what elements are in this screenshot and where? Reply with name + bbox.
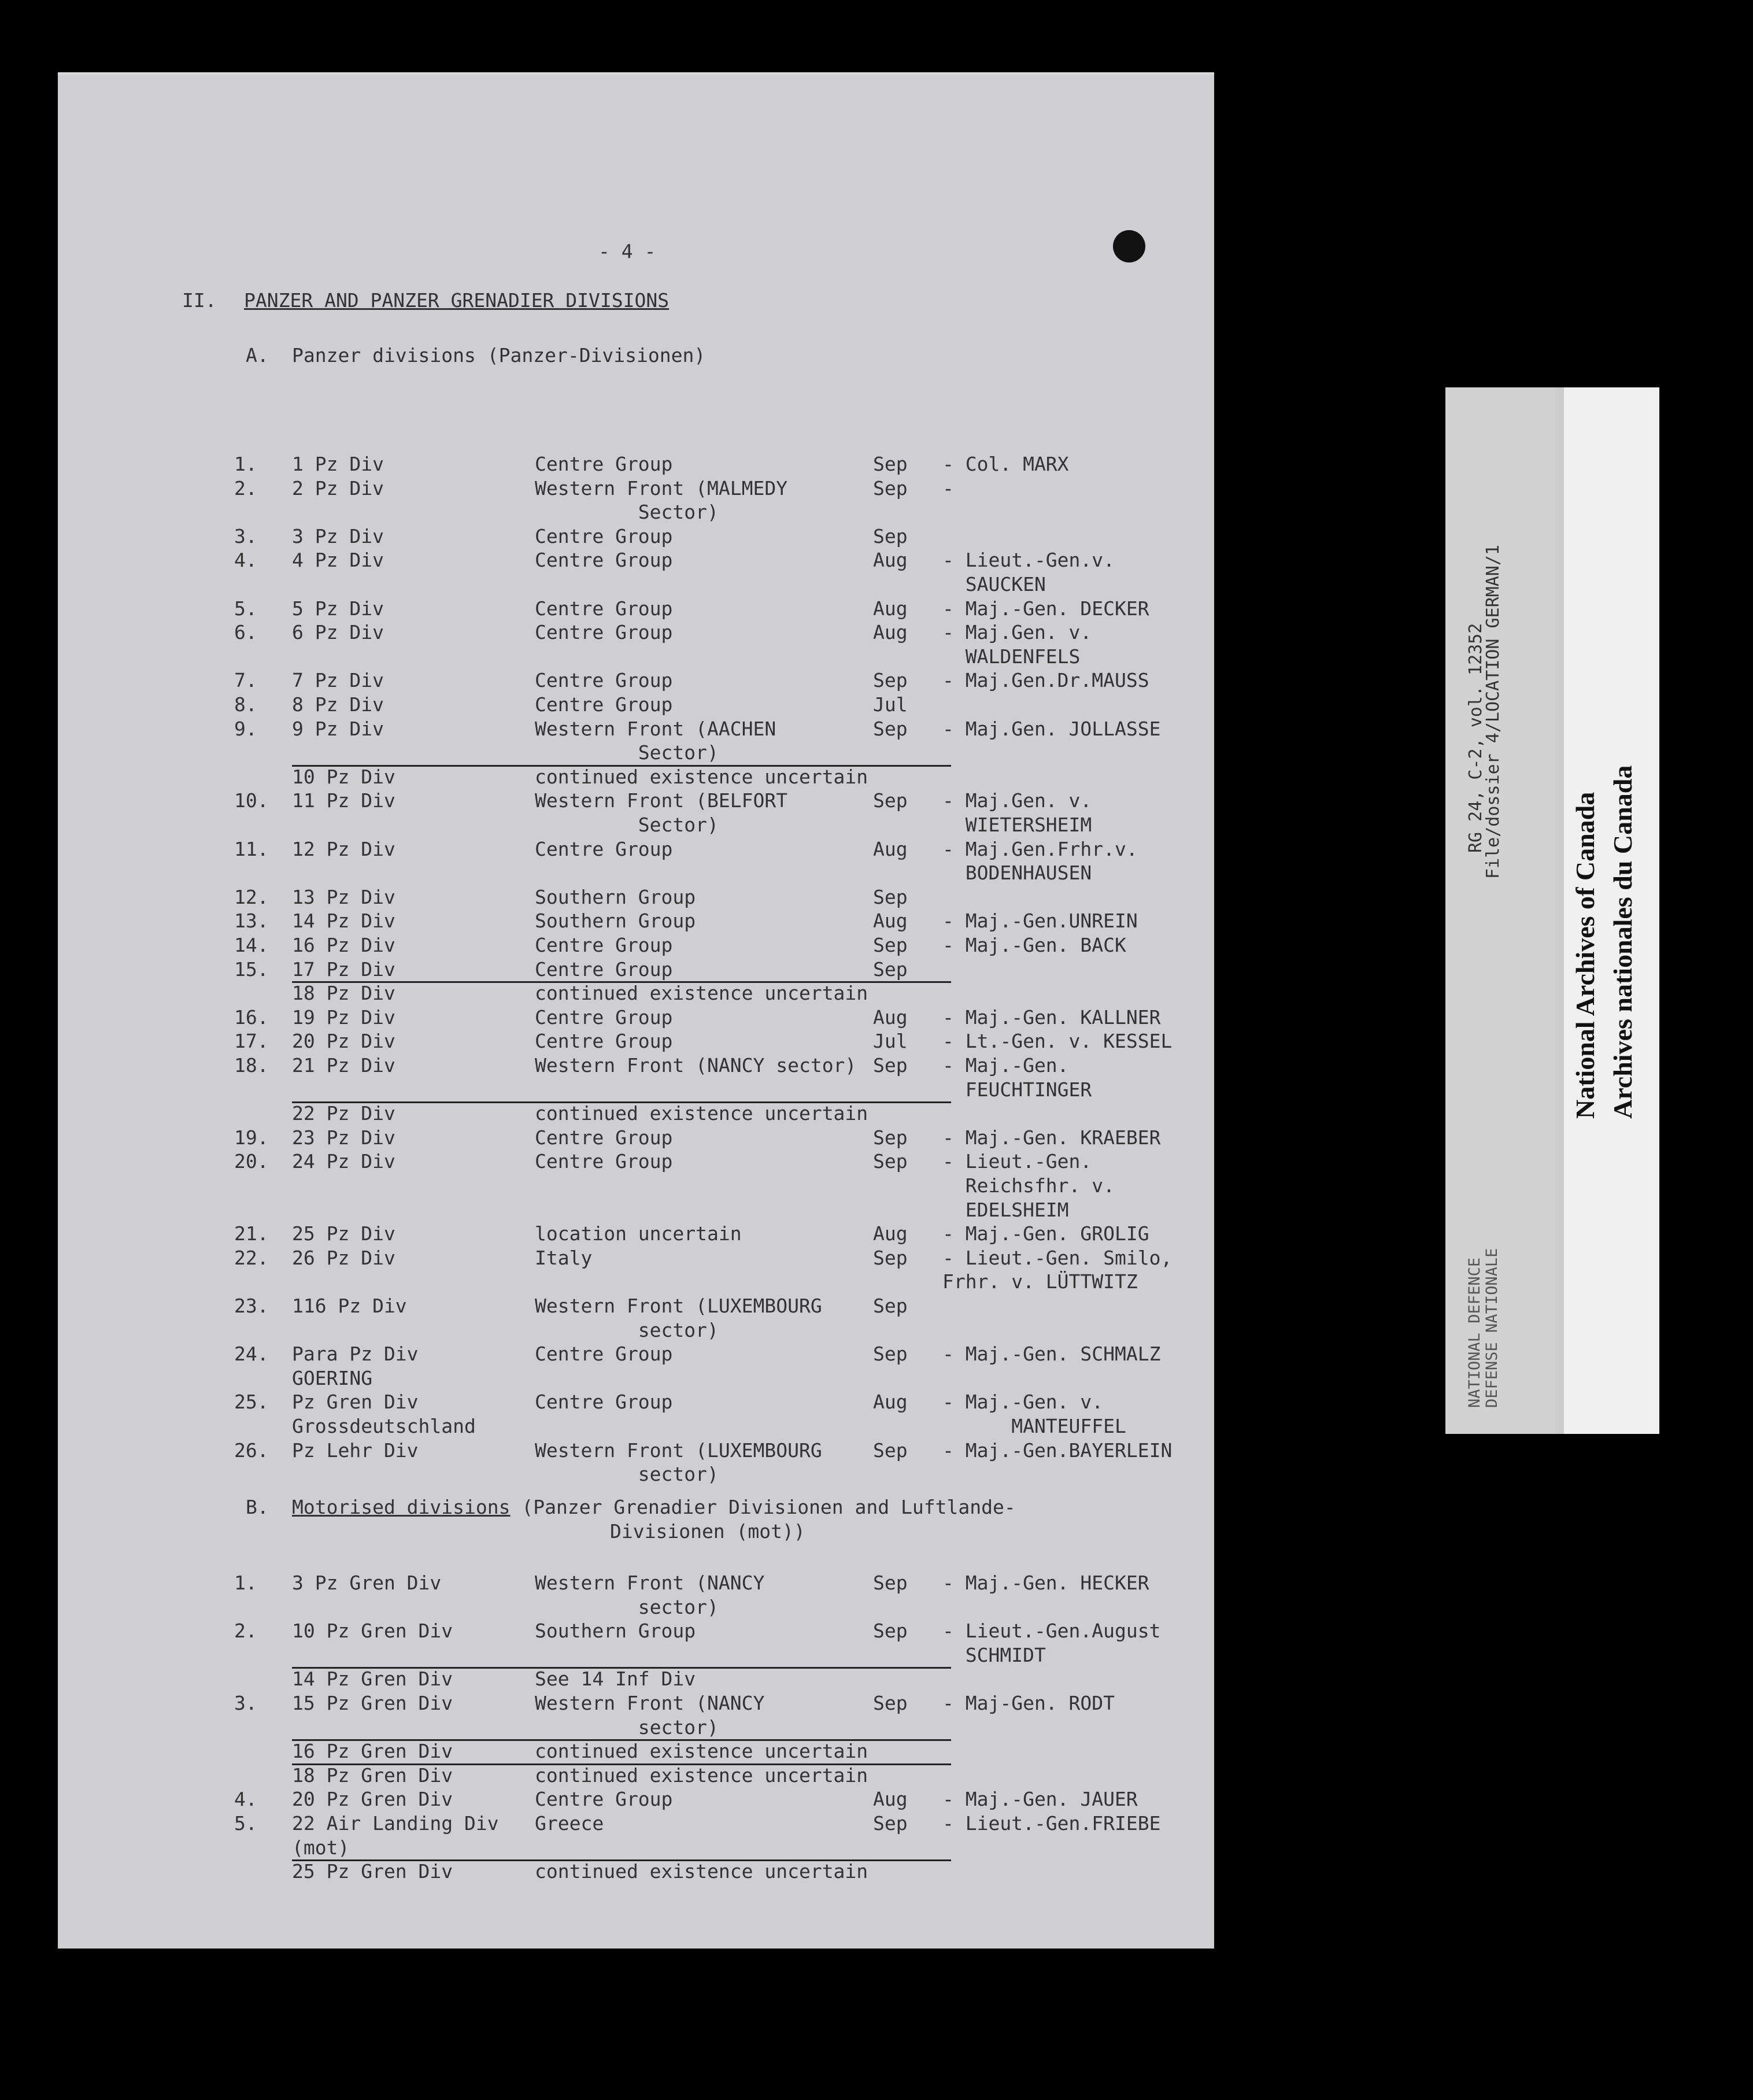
cell-mon: Sep xyxy=(873,1295,908,1317)
cell-num: 9. xyxy=(234,717,257,740)
cell-div: Grossdeutschland xyxy=(292,1415,476,1437)
cell-div: 22 Pz Div xyxy=(292,1102,395,1125)
cell-cmd: - Maj-Gen. RODT xyxy=(942,1692,1115,1714)
cell-num: 12. xyxy=(234,885,269,908)
cell-num: 11. xyxy=(234,837,269,860)
reference-line-1: RG 24, C-2, vol. 12352 xyxy=(1466,623,1486,853)
cell-num: 2. xyxy=(234,1620,257,1643)
section-number: II. xyxy=(182,289,217,312)
cell-div: 17 Pz Div xyxy=(292,957,395,981)
cell-loc: sector) xyxy=(535,1595,719,1618)
cell-cmd: FEUCHTINGER xyxy=(942,1078,1092,1101)
cell-loc: Western Front (LUXEMBOURG xyxy=(535,1439,822,1462)
archive-name-en: National Archives of Canada xyxy=(1570,792,1600,1119)
cell-num: 1. xyxy=(234,1572,257,1594)
cell-loc: Western Front (AACHEN xyxy=(535,717,776,740)
cell-mon: Sep xyxy=(873,1692,908,1714)
cell-loc: Sector) xyxy=(535,501,719,524)
cell-loc: Centre Group xyxy=(535,1343,673,1366)
cell-div: 8 Pz Div xyxy=(292,693,384,716)
cell-num: 24. xyxy=(234,1343,269,1366)
cell-loc: Centre Group xyxy=(535,1391,673,1414)
cell-div: 16 Pz Gren Div xyxy=(292,1740,453,1763)
cell-num: 8. xyxy=(234,693,257,716)
cell-mon: Sep xyxy=(873,934,908,956)
cell-num: 17. xyxy=(234,1030,269,1053)
cell-div: (mot) xyxy=(292,1836,350,1859)
cell-loc: Centre Group xyxy=(535,1788,673,1811)
cell-div: 10 Pz Gren Div xyxy=(292,1620,453,1643)
cell-cmd: - Maj.Gen. JOLLASSE xyxy=(942,717,1161,740)
cell-loc: Centre Group xyxy=(535,669,673,692)
cell-mon: Aug xyxy=(873,597,908,620)
cell-num: 2. xyxy=(234,476,257,500)
cell-div: 21 Pz Div xyxy=(292,1054,395,1077)
cell-mon: Sep xyxy=(873,1054,908,1077)
cell-cmd: - Maj.-Gen. GROLIG xyxy=(942,1222,1149,1245)
cell-loc: Centre Group xyxy=(535,934,673,956)
cell-cmd: WALDENFELS xyxy=(942,645,1081,668)
cell-div: 6 Pz Div xyxy=(292,621,384,644)
cell-cmd: - Maj.-Gen. BACK xyxy=(942,934,1126,956)
cell-cmd: - Lieut.-Gen.FRIEBE xyxy=(942,1812,1161,1835)
cell-loc: continued existence uncertain xyxy=(535,1860,868,1883)
cell-cmd: SCHMIDT xyxy=(942,1643,1046,1666)
cell-div: 116 Pz Div xyxy=(292,1295,407,1317)
cell-div: 5 Pz Div xyxy=(292,597,384,620)
cell-loc: Centre Group xyxy=(535,1030,673,1053)
cell-cmd: - Maj.Gen.Dr.MAUSS xyxy=(942,669,1149,692)
cell-cmd: - Maj.Gen. v. xyxy=(942,621,1092,644)
cell-div: 15 Pz Gren Div xyxy=(292,1692,453,1714)
cell-div: 9 Pz Div xyxy=(292,717,384,740)
cell-num: 21. xyxy=(234,1222,269,1245)
cell-div: 26 Pz Div xyxy=(292,1246,395,1269)
cell-div: 25 Pz Div xyxy=(292,1222,395,1245)
cell-cmd: BODENHAUSEN xyxy=(942,862,1092,885)
cell-div: 20 Pz Div xyxy=(292,1030,395,1053)
cell-loc: Southern Group xyxy=(535,1620,696,1643)
cell-mon: Sep xyxy=(873,1572,908,1594)
cell-loc: continued existence uncertain xyxy=(535,982,868,1005)
cell-loc: Centre Group xyxy=(535,597,673,620)
cell-loc: sector) xyxy=(535,1463,719,1486)
cell-div: 13 Pz Div xyxy=(292,885,395,908)
cell-mon: Aug xyxy=(873,909,908,933)
cell-num: 6. xyxy=(234,621,257,644)
cell-div: 19 Pz Div xyxy=(292,1005,395,1029)
section-title: PANZER AND PANZER GRENADIER DIVISIONS xyxy=(244,289,670,312)
cell-num: 5. xyxy=(234,597,257,620)
cell-loc: Centre Group xyxy=(535,621,673,644)
cell-num: 4. xyxy=(234,1788,257,1811)
cell-loc: Centre Group xyxy=(535,837,673,860)
table-row xyxy=(292,1667,951,1691)
cell-div: 10 Pz Div xyxy=(292,765,395,788)
cell-num: 23. xyxy=(234,1295,269,1317)
cell-mon: Sep xyxy=(873,885,908,908)
cell-div: 18 Pz Div xyxy=(292,982,395,1005)
cell-mon: Sep xyxy=(873,717,908,740)
cell-mon: Sep xyxy=(873,476,908,500)
cell-div: 18 Pz Gren Div xyxy=(292,1763,453,1787)
cell-loc: Centre Group xyxy=(535,549,673,572)
cell-num: 5. xyxy=(234,1812,257,1835)
cell-loc: Centre Group xyxy=(535,453,673,475)
cell-div: 22 Air Landing Div xyxy=(292,1812,499,1835)
cell-div: 16 Pz Div xyxy=(292,934,395,956)
cell-cmd: - Lieut.-Gen. Smilo, xyxy=(942,1246,1173,1269)
table-row xyxy=(292,1739,951,1763)
cell-mon: Sep xyxy=(873,1620,908,1643)
cell-cmd: - Maj.-Gen. xyxy=(942,1054,1069,1077)
reference-line-2: File/dossier 4/LOCATION GERMAN/1 xyxy=(1483,545,1503,879)
subsection-b-letter: B. xyxy=(246,1496,269,1518)
cell-cmd: - Col. MARX xyxy=(942,453,1069,475)
cell-cmd: - Maj.-Gen. DECKER xyxy=(942,597,1149,620)
cell-mon: Aug xyxy=(873,621,908,644)
cell-num: 7. xyxy=(234,669,257,692)
cell-loc: Centre Group xyxy=(535,1005,673,1029)
cell-loc: Centre Group xyxy=(535,957,673,981)
table-row xyxy=(292,1763,951,1787)
cell-div: Para Pz Div xyxy=(292,1343,419,1366)
cell-div: 25 Pz Gren Div xyxy=(292,1860,453,1883)
cell-num: 26. xyxy=(234,1439,269,1462)
cell-num: 25. xyxy=(234,1391,269,1414)
cell-loc: continued existence uncertain xyxy=(535,765,868,788)
cell-div: 23 Pz Div xyxy=(292,1126,395,1149)
cell-loc: Western Front (NANCY sector) xyxy=(535,1054,857,1077)
cell-num: 3. xyxy=(234,524,257,548)
cell-mon: Aug xyxy=(873,1222,908,1245)
archive-name-fr: Archives nationales du Canada xyxy=(1608,765,1637,1119)
cell-div: Pz Lehr Div xyxy=(292,1439,419,1462)
cell-div: 20 Pz Gren Div xyxy=(292,1788,453,1811)
page-number: - 4 - xyxy=(598,240,656,262)
cell-loc: continued existence uncertain xyxy=(535,1102,868,1125)
cell-num: 3. xyxy=(234,1692,257,1714)
cell-loc: Western Front (MALMEDY xyxy=(535,476,788,500)
subsection-b-title-rest: (Panzer Grenadier Divisionen and Luftlande- xyxy=(522,1496,1016,1518)
cell-num: 1. xyxy=(234,453,257,475)
table-row xyxy=(292,981,951,1005)
subsection-b-title-main: Motorised divisions xyxy=(292,1496,511,1518)
cell-cmd: MANTEUFFEL xyxy=(942,1415,1126,1437)
cell-cmd: - Maj.-Gen. KALLNER xyxy=(942,1005,1161,1029)
cell-loc: Centre Group xyxy=(535,693,673,716)
cell-loc: continued existence uncertain xyxy=(535,1763,868,1787)
cell-num: 22. xyxy=(234,1246,269,1269)
cell-mon: Sep xyxy=(873,789,908,812)
cell-cmd: - Lieut.-Gen.v. xyxy=(942,549,1115,572)
cell-cmd: SAUCKEN xyxy=(942,573,1046,596)
cell-num: 10. xyxy=(234,789,269,812)
cell-loc: Italy xyxy=(535,1246,593,1269)
cell-cmd: - Maj.Gen.Frhr.v. xyxy=(942,837,1138,860)
cell-loc: Sector) xyxy=(535,814,719,836)
table-row xyxy=(292,1101,951,1125)
cell-cmd: - xyxy=(942,476,954,500)
cell-mon: Sep xyxy=(873,1126,908,1149)
cell-mon: Sep xyxy=(873,1246,908,1269)
cell-num: 19. xyxy=(234,1126,269,1149)
punch-hole xyxy=(1113,230,1145,262)
cell-div: 14 Pz Gren Div xyxy=(292,1668,453,1691)
cell-cmd: Frhr. v. LÜTTWITZ xyxy=(942,1270,1138,1293)
cell-cmd: - Lt.-Gen. v. KESSEL xyxy=(942,1030,1173,1053)
cell-cmd: - Maj.-Gen. SCHMALZ xyxy=(942,1343,1161,1366)
cell-num: 4. xyxy=(234,549,257,572)
cell-num: 18. xyxy=(234,1054,269,1077)
cell-cmd: - Maj.-Gen.BAYERLEIN xyxy=(942,1439,1173,1462)
cell-num: 16. xyxy=(234,1005,269,1029)
cell-div: 24 Pz Div xyxy=(292,1150,395,1173)
table-row xyxy=(292,1859,951,1883)
cell-cmd: - Maj.-Gen.UNREIN xyxy=(942,909,1138,933)
national-defence-fr: DEFENSE NATIONALE xyxy=(1483,1248,1501,1408)
table-row xyxy=(292,765,951,788)
cell-loc: Centre Group xyxy=(535,1150,673,1173)
cell-div: 14 Pz Div xyxy=(292,909,395,933)
cell-cmd: - Lieut.-Gen. xyxy=(942,1150,1092,1173)
cell-mon: Sep xyxy=(873,669,908,692)
cell-loc: See 14 Inf Div xyxy=(535,1668,696,1691)
cell-cmd: - Maj.Gen. v. xyxy=(942,789,1092,812)
cell-cmd: - Maj.-Gen. JAUER xyxy=(942,1788,1138,1811)
cell-mon: Jul xyxy=(873,1030,908,1053)
cell-cmd: Reichsfhr. v. xyxy=(942,1174,1115,1197)
cell-div: 3 Pz Div xyxy=(292,524,384,548)
cell-loc: Western Front (BELFORT xyxy=(535,789,788,812)
cell-loc: Centre Group xyxy=(535,524,673,548)
cell-loc: location uncertain xyxy=(535,1222,742,1245)
cell-div: Pz Gren Div xyxy=(292,1391,419,1414)
subsection-a-letter: A. xyxy=(246,344,269,367)
cell-cmd: WIETERSHEIM xyxy=(942,814,1092,836)
cell-mon: Jul xyxy=(873,693,908,716)
cell-mon: Sep xyxy=(873,957,908,981)
cell-cmd: - Maj.-Gen. KRAEBER xyxy=(942,1126,1161,1149)
cell-div: 4 Pz Div xyxy=(292,549,384,572)
subsection-b-title xyxy=(292,1496,1016,1518)
cell-div: 11 Pz Div xyxy=(292,789,395,812)
cell-loc: sector) xyxy=(535,1318,719,1341)
cell-mon: Sep xyxy=(873,524,908,548)
cell-mon: Sep xyxy=(873,1150,908,1173)
cell-div: 7 Pz Div xyxy=(292,669,384,692)
cell-cmd: - Maj.-Gen. HECKER xyxy=(942,1572,1149,1594)
cell-mon: Aug xyxy=(873,1005,908,1029)
cell-loc: Western Front (LUXEMBOURG xyxy=(535,1295,822,1317)
cell-loc: Western Front (NANCY xyxy=(535,1692,765,1714)
cell-loc: Southern Group xyxy=(535,885,696,908)
cell-cmd: EDELSHEIM xyxy=(942,1198,1069,1221)
cell-div: 2 Pz Div xyxy=(292,476,384,500)
cell-num: 20. xyxy=(234,1150,269,1173)
cell-num: 14. xyxy=(234,934,269,956)
cell-div: 1 Pz Div xyxy=(292,453,384,475)
cell-mon: Sep xyxy=(873,1439,908,1462)
cell-loc: Greece xyxy=(535,1812,604,1835)
cell-mon: Sep xyxy=(873,1343,908,1366)
cell-mon: Aug xyxy=(873,837,908,860)
cell-loc: Western Front (NANCY xyxy=(535,1572,765,1594)
document-page xyxy=(58,72,1214,1949)
cell-loc: Centre Group xyxy=(535,1126,673,1149)
cell-mon: Sep xyxy=(873,453,908,475)
national-defence-en: NATIONAL DEFENCE xyxy=(1466,1257,1484,1408)
cell-mon: Sep xyxy=(873,1812,908,1835)
cell-cmd: - Lieut.-Gen.August xyxy=(942,1620,1161,1643)
cell-num: 13. xyxy=(234,909,269,933)
subsection-a-title: Panzer divisions (Panzer-Divisionen) xyxy=(292,344,706,367)
cell-loc: continued existence uncertain xyxy=(535,1740,868,1763)
cell-cmd: - Maj.-Gen. v. xyxy=(942,1391,1104,1414)
cell-div: 12 Pz Div xyxy=(292,837,395,860)
cell-mon: Aug xyxy=(873,1391,908,1414)
cell-div: GOERING xyxy=(292,1366,373,1389)
cell-loc: Southern Group xyxy=(535,909,696,933)
cell-div: 3 Pz Gren Div xyxy=(292,1572,442,1594)
cell-num: 15. xyxy=(234,957,269,981)
cell-mon: Aug xyxy=(873,1788,908,1811)
cell-loc: sector) xyxy=(535,1716,719,1739)
subsection-b-title-cont: Divisionen (mot)) xyxy=(610,1520,805,1543)
cell-loc: Sector) xyxy=(535,741,719,764)
cell-mon: Aug xyxy=(873,549,908,572)
